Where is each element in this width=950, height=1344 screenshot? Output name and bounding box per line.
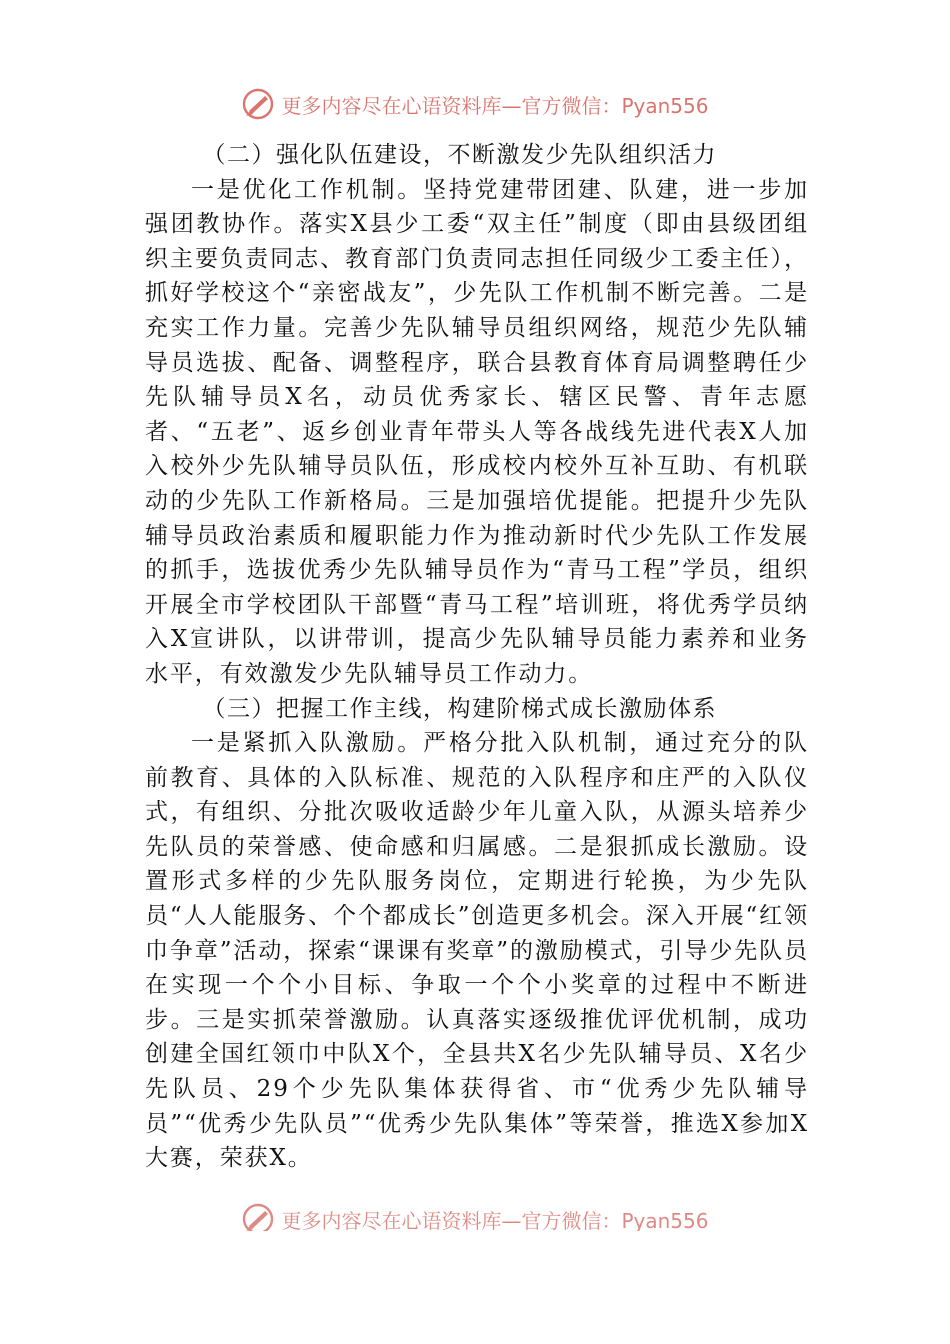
pen-logo-icon <box>241 87 275 121</box>
watermark-banner-top <box>0 84 950 124</box>
watermark-banner-bottom <box>0 1201 950 1231</box>
watermark-text: 更多内容尽在心语资料库—官方微信：Pyan556 <box>281 93 709 118</box>
section-3-paragraph: 一是紧抓入队激励。严格分批入队机制，通过充分的队前教育、具体的入队标准、规范的入队程序和庄严的入队仪式，有组织、分批次吸收适龄少年儿童入队，从源头培养少先队员的荣誉感、使命感和归属感。二是狠抓成长激励。设置形式多样的少先队服务岗位，定期进行轮换，为少先队员“人人能服务、个个都成长”创造更多机会。深入开展“红领巾争章”活动，探索“课课有奖章”的激励模式，引导少先队员在实现一个个小目标、争取一个个小奖章的过程中不断进步。三是实抓荣誉激励。认真落实逐级推优评优机制，成功创建全国红领巾中队X个，全县共X名少先队辅导员、X名少先队员、29个少先队集体获得省、市“优秀少先队辅导员”“优秀少先队员”“优秀少先队集体”等荣誉，推选X参加X大赛，荣获X。 <box>145 730 809 1172</box>
document-body <box>145 138 809 1176</box>
section-2-heading: （二）强化队伍建设，不断激发少先队组织活力 <box>202 142 717 168</box>
section-3-heading: （三）把握工作主线，构建阶梯式成长激励体系 <box>202 695 717 722</box>
section-2-paragraph: 一是优化工作机制。坚持党建带团建、队建，进一步加强团教协作。落实X县少工委“双主任”制度（即由县级团组织主要负责同志、教育部门负责同志担任同级少工委主任），抓好学校这个“亲密战友”，少先队工作机制不断完善。二是充实工作力量。完善少先队辅导员组织网络，规范少先队辅导员选拔、配备、调整程序，联合县教育体育局调整聘任少先队辅导员X名，动员优秀家长、辖区民警、青年志愿者、“五老”、返乡创业青年带头人等各战线先进代表X人加入校外少先队辅导员队伍，形成校内校外互补互助、有机联动的少先队工作新格局。三是加强培优提能。把提升少先队辅导员政治素质和履职能力作为推动新时代少先队工作发展的抓手，选拔优秀少先队辅导员作为“青马工程”学员，组织开展全市学校团队干部暨“青马工程”培训班，将优秀学员纳入X宣讲队，以讲带训，提高少先队辅导员能力素养和业务水平，有效激发少先队辅导员工作动力。 <box>145 176 809 687</box>
watermark-text: 更多内容尽在心语资料库—官方微信：Pyan556 <box>281 1208 709 1231</box>
pen-logo-icon <box>241 1202 275 1231</box>
